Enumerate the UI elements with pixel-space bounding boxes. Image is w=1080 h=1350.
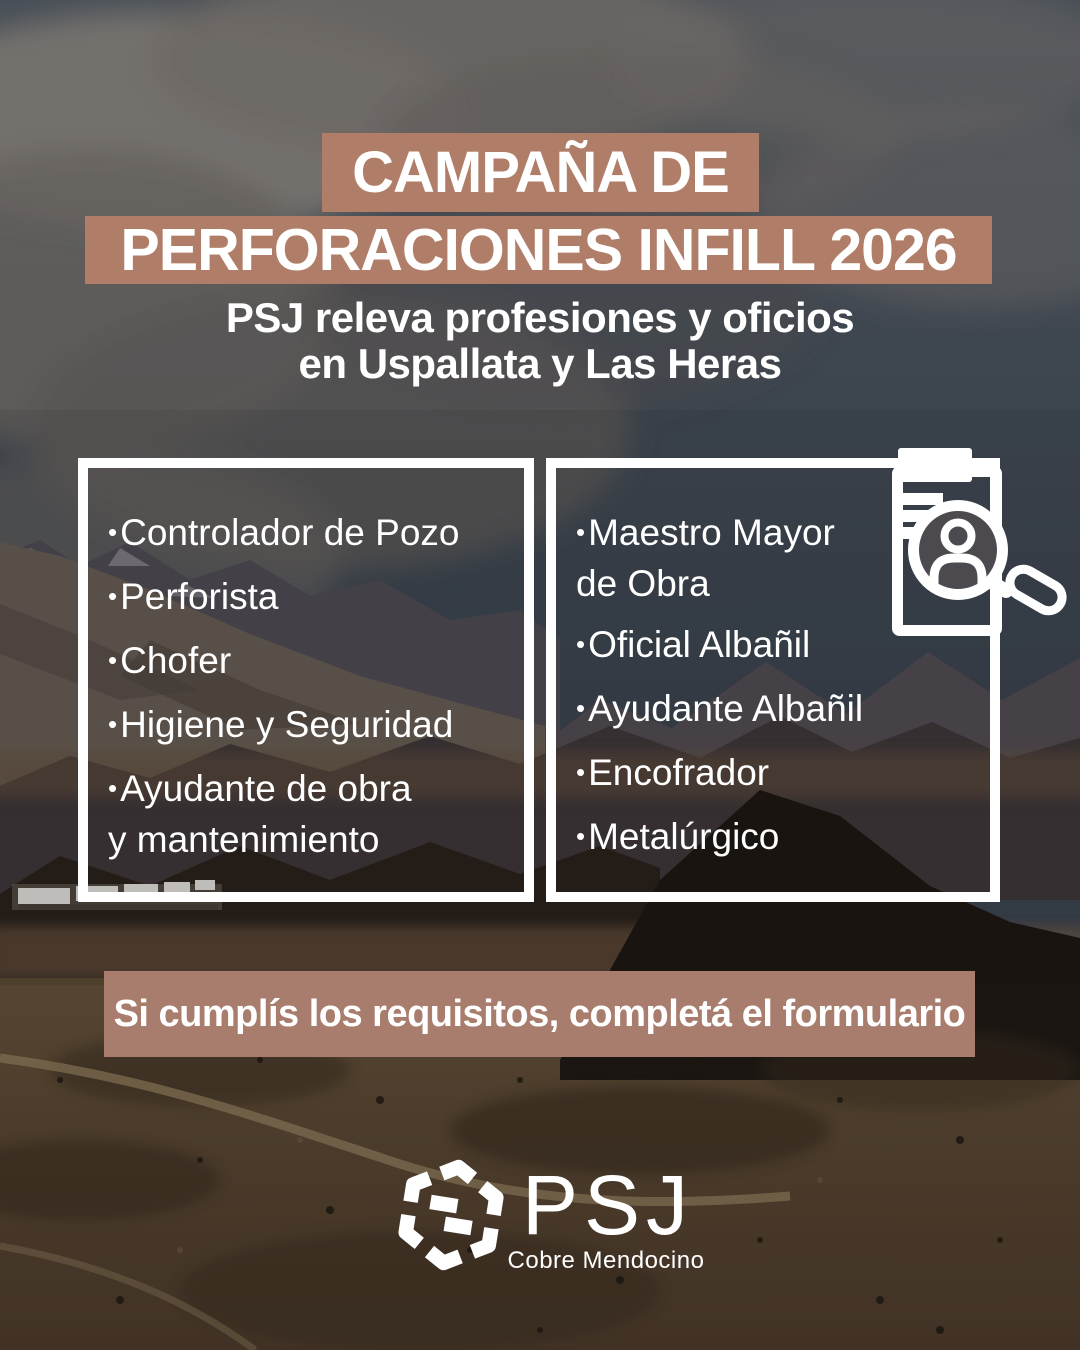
subtitle-line1: PSJ releva profesiones y oficios bbox=[225, 294, 855, 341]
bullet-icon: • bbox=[108, 517, 118, 547]
job-label: Chofer bbox=[120, 640, 232, 681]
cta-text: Si cumplís los requisitos, completá el formulario bbox=[113, 992, 966, 1035]
bullet-icon: • bbox=[108, 709, 118, 739]
bullet-icon: • bbox=[576, 757, 586, 787]
hex-piece-upper-left bbox=[411, 1176, 430, 1204]
job-label: Maestro Mayor de Obra bbox=[576, 512, 835, 604]
clipboard-clip bbox=[898, 448, 972, 482]
job-label: Higiene y Seguridad bbox=[120, 704, 454, 745]
title-text-line2: PERFORACIONES INFILL 2026 bbox=[120, 217, 957, 283]
list-item bbox=[576, 509, 861, 608]
hexagon-shutter-icon bbox=[390, 1150, 512, 1280]
hex-piece-upper-right bbox=[479, 1187, 498, 1215]
bullet-icon: • bbox=[108, 645, 118, 675]
bullet-icon: • bbox=[576, 629, 586, 659]
list-item bbox=[108, 765, 426, 864]
job-label: Ayudante de obra y mantenimiento bbox=[108, 768, 412, 860]
list-item bbox=[108, 573, 518, 624]
resume-search-icon bbox=[874, 436, 1074, 646]
subtitle-line2: en Uspallata y Las Heras bbox=[298, 340, 782, 387]
bullet-icon: • bbox=[576, 821, 586, 851]
psj-wordmark: PSJ bbox=[522, 1158, 695, 1252]
hex-piece-lower-right bbox=[472, 1226, 491, 1254]
list-item bbox=[576, 749, 984, 800]
job-label: Controlador de Pozo bbox=[120, 512, 460, 553]
title-text-line1: CAMPAÑA DE bbox=[352, 140, 729, 205]
list-item bbox=[108, 637, 518, 688]
cta-banner bbox=[104, 971, 975, 1057]
title-banner-line2 bbox=[85, 216, 992, 284]
list-item bbox=[576, 685, 984, 736]
hex-piece-bottom bbox=[428, 1252, 460, 1266]
bullet-icon: • bbox=[576, 517, 586, 547]
job-label: Oficial Albañil bbox=[588, 624, 811, 665]
list-item bbox=[576, 813, 984, 864]
magnifier-handle bbox=[993, 564, 1067, 615]
job-label: Perforista bbox=[120, 576, 279, 617]
title-banner-line1 bbox=[322, 133, 759, 212]
bullet-icon: • bbox=[108, 773, 118, 803]
subtitle bbox=[0, 295, 1080, 387]
hex-bar-lower bbox=[445, 1224, 472, 1228]
jobs-list-left bbox=[88, 468, 524, 864]
list-item bbox=[108, 701, 518, 752]
bullet-icon: • bbox=[576, 693, 586, 723]
job-label: Metalúrgico bbox=[588, 816, 780, 857]
list-item bbox=[108, 509, 518, 560]
hex-piece-lower-left bbox=[404, 1215, 423, 1243]
job-label: Ayudante Albañil bbox=[588, 688, 864, 729]
hex-piece-top bbox=[442, 1165, 474, 1179]
hex-bar-upper bbox=[430, 1202, 457, 1206]
bullet-icon: • bbox=[108, 581, 118, 611]
psj-tagline: Cobre Mendocino bbox=[507, 1247, 705, 1274]
job-label: Encofrador bbox=[588, 752, 770, 793]
jobs-box-left bbox=[78, 458, 534, 902]
